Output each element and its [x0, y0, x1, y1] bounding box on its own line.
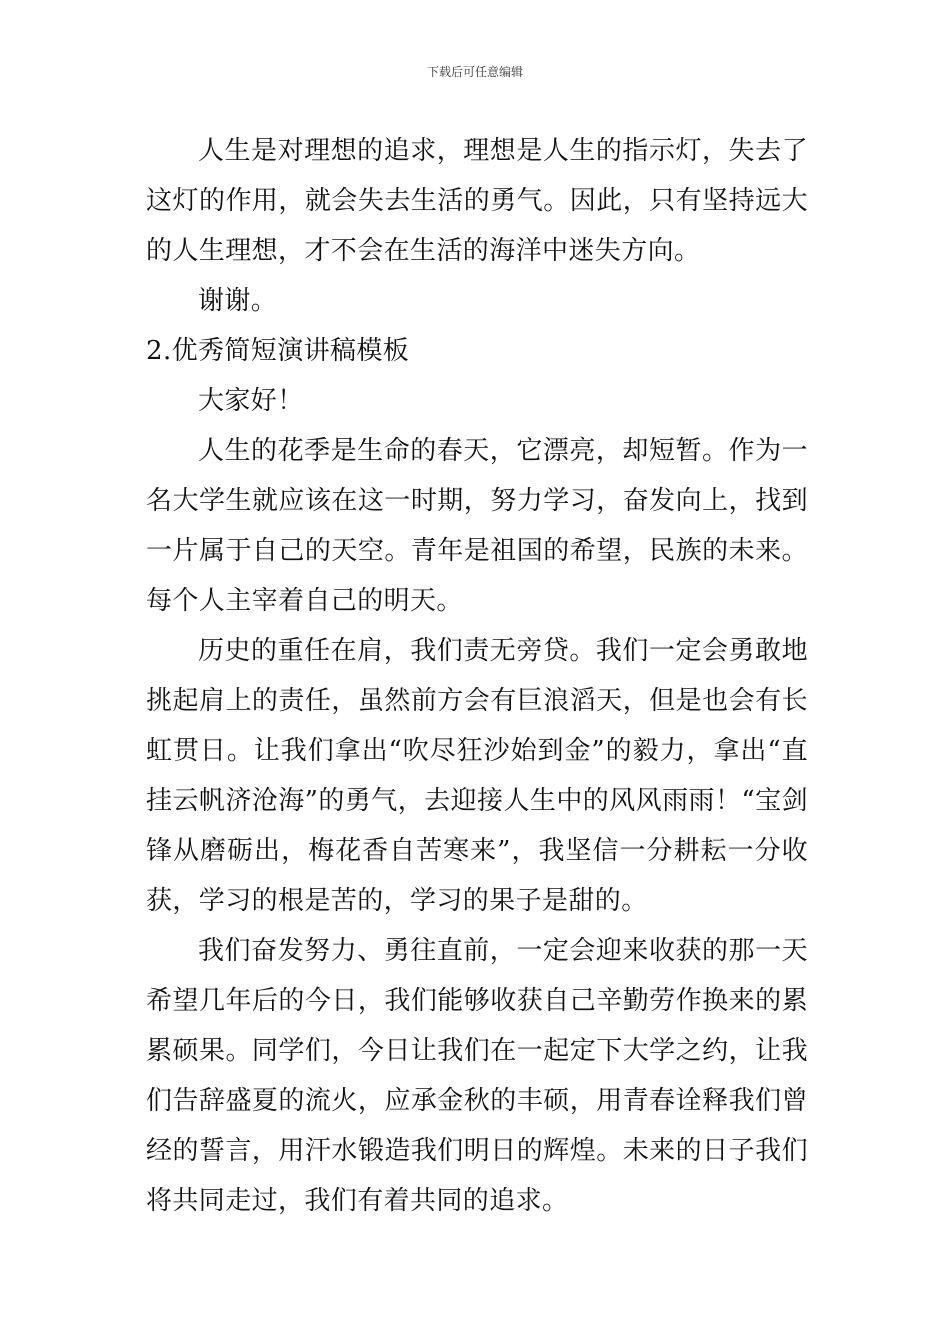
paragraph-thanks: 谢谢。: [198, 286, 278, 316]
page-header-note: 下载后可任意编辑: [426, 65, 523, 79]
paragraph-responsibility: 历史的重任在肩，我们责无旁贷。我们一定会勇敢地挑起肩上的责任，虽然前方会有巨浪滔天，但是也会有长虹贯日。让我们拿出“吹尽狂沙始到金”的毅力，拿出“直挂云帆济沧海”的勇气，去迎接人生中的风风雨雨！“宝剑锋从磨砺出，梅花香自苦寒来”，我坚信一分耕耘一分收获，学习的根是苦的，学习的果子是甜的。: [146, 636, 808, 916]
paragraph-youth: 人生的花季是生命的春天，它漂亮，却短暂。作为一名大学生就应该在这一时期，努力学习，奋发向上，找到一片属于自己的天空。青年是祖国的希望，民族的未来。每个人主宰着自己的明天。: [146, 436, 808, 616]
section-heading: 2.优秀简短演讲稿模板: [146, 336, 410, 366]
paragraph-greeting: 大家好！: [198, 386, 304, 416]
document-body: [146, 126, 808, 1226]
paragraph-ideal: 人生是对理想的追求，理想是人生的指示灯，失去了这灯的作用，就会失去生活的勇气。因此，只有坚持远大的人生理想，才不会在生活的海洋中迷失方向。: [146, 136, 808, 266]
paragraph-future: 我们奋发努力、勇往直前，一定会迎来收获的那一天希望几年后的今日，我们能够收获自己辛勤劳作换来的累累硕果。同学们，今日让我们在一起定下大学之约，让我们告辞盛夏的流火，应承金秋的丰硕，用青春诠释我们曾经的誓言，用汗水锻造我们明日的辉煌。未来的日子我们将共同走过，我们有着共同的追求。: [146, 936, 808, 1216]
